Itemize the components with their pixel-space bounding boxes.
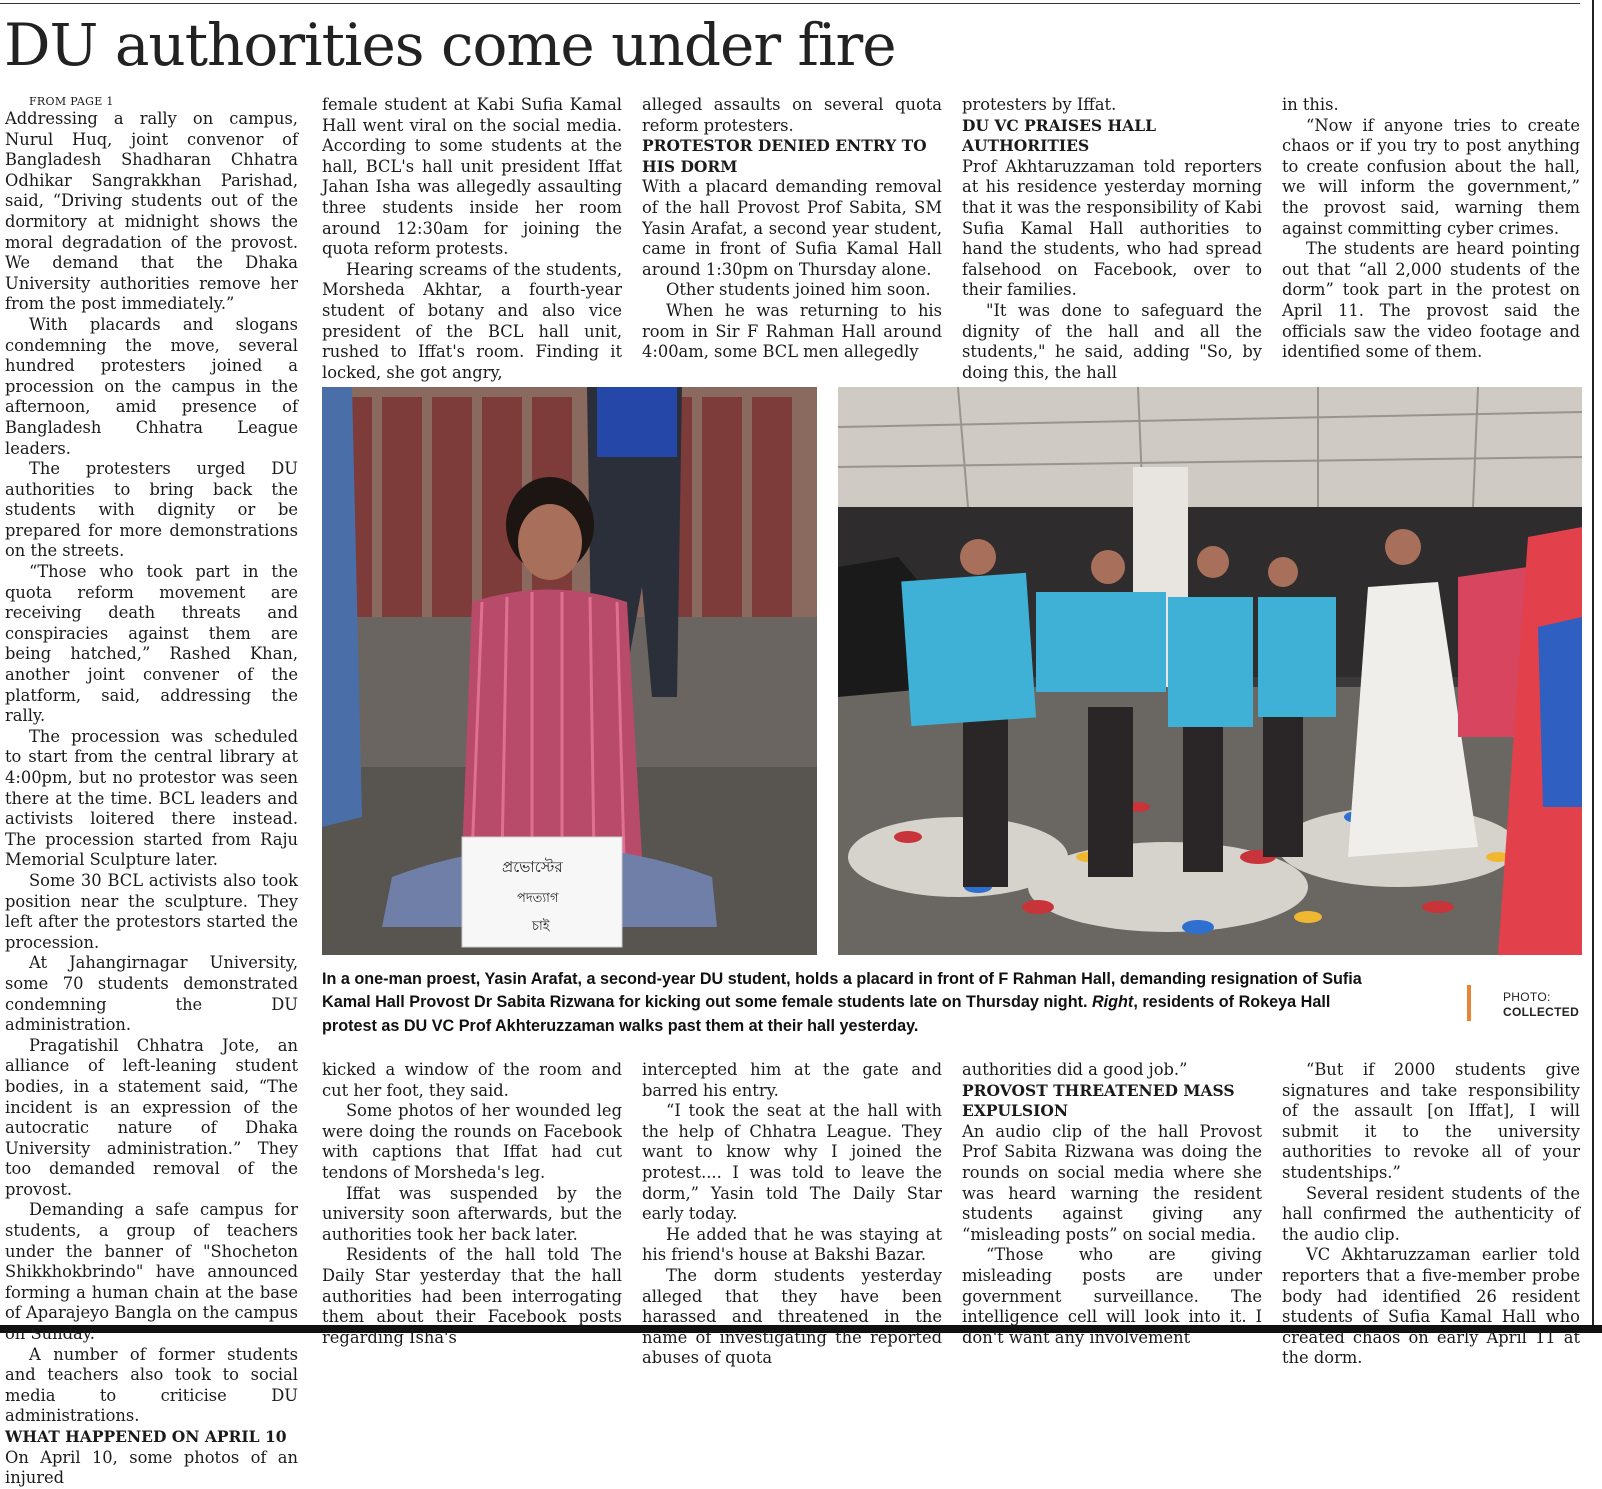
paragraph: A number of former students and teachers also took to social media to criticise DU administrations.: [5, 1344, 298, 1426]
column-4-top: [962, 95, 1262, 383]
from-page-label: FROM PAGE 1: [29, 95, 114, 108]
paragraph: Hearing screams of the students, Morsheda Akhtar, a fourth-year student of botany and also vice president of the BCL hall unit, rushed to Iffat's room. Finding it locked, she got angry,: [322, 259, 622, 382]
caption-text-right: , residents of Rokeya Hall protest as DU VC Prof Akhteruzzaman walks past them at their hall yesterday.: [322, 993, 1331, 1035]
paragraph: With a placard demanding removal of the hall Provost Prof Sabita, SM Yasin Arafat, a second year student, came in front of Sufia Kamal Hall around 1:30pm on Thursday alone.: [642, 177, 942, 279]
credit-label: PHOTO:: [1503, 990, 1551, 1004]
column-2-bottom: [322, 1060, 622, 1348]
paragraph: “But if 2000 students give signatures and take responsibility of the assault [on Iffat], I will submit it to the university authorities to revoke all of your studentships.”: [1282, 1060, 1580, 1182]
paragraph: in this.: [1282, 95, 1339, 114]
column-2-top: [322, 95, 622, 383]
paragraph: female student at Kabi Sufia Kamal Hall went viral on the social media. According to some students at the hall, BCL's hall unit president Iffat Jahan Isha was allegedly assaulting three students inside her room around 12:30am for joining the quota reform protests.: [322, 95, 622, 259]
page-edge-right: [1592, 0, 1594, 1333]
photo-credit: [1503, 990, 1579, 1020]
paragraph: Some 30 BCL activists also took position near the sculpture. They left after the protestors started the procession.: [5, 870, 298, 952]
subhead: PROTESTOR DENIED ENTRY TO HIS DORM: [642, 136, 927, 176]
paragraph: Iffat was suspended by the university soon afterwards, but the authorities took her back later.: [322, 1183, 622, 1244]
paragraph: At Jahangirnagar University, some 70 students demonstrated condemning the DU administration.: [5, 953, 298, 1035]
caption-text: In a one-man proest, Yasin Arafat, a second-year DU student, holds a placard in front of F Rahman Hall, demanding resignation of Sufia Kamal Hall Provost Dr Sabita Rizwana for kicking out some female students late on Thursday night.: [322, 970, 1362, 1012]
paragraph: Pragatishil Chhatra Jote, an alliance of left-leaning student bodies, in a statement said, “The incident is an expression of the autocratic nature of Dhaka University administration.” They too demanded removal of the provost.: [5, 1035, 298, 1199]
paragraph: The protesters urged DU authorities to bring back the students with dignity or be prepared for more demonstrations on the streets.: [5, 459, 298, 561]
paragraph: The procession was scheduled to start from the central library at 4:00pm, but no protestor was seen there at the time. BCL leaders and activists loitered there instead. The procession started from Raju Memorial Sculpture later.: [5, 726, 298, 870]
paragraph: He added that he was staying at his friend's house at Bakshi Bazar.: [642, 1224, 942, 1265]
column-3-top: [642, 95, 942, 363]
paragraph: The dorm students yesterday alleged that they have been harassed and threatened in the name of investigating the reported abuses of quota: [642, 1265, 942, 1368]
paragraph: Prof Akhtaruzzaman told reporters at his residence yesterday morning that it was the responsibility of Kabi Sufia Kamal Hall authorities to hand the students, who had spread falsehood on Facebook, over to their families.: [962, 156, 1262, 300]
subhead: WHAT HAPPENED ON APRIL 10: [5, 1427, 287, 1446]
photo-illustration: [322, 387, 817, 955]
paragraph: An audio clip of the hall Provost Prof Sabita Rizwana was doing the rounds on social media where she was heard warning the resident students against giving any “misleading posts” on social media.: [962, 1121, 1262, 1244]
subhead: DU VC PRAISES HALL AUTHORITIES: [962, 115, 1156, 156]
photo-caption: [322, 968, 1372, 1038]
credit-accent-bar: [1467, 985, 1471, 1021]
paragraph: When he was returning to his room in Sir F Rahman Hall around 4:00am, some BCL men allegedly: [642, 300, 942, 362]
paragraph: Several resident students of the hall confirmed the authenticity of the audio clip.: [1282, 1183, 1580, 1244]
paragraph: “Those who are giving misleading posts are under government surveillance. The intelligence cell will look into it. I don't want any involvement: [962, 1245, 1262, 1347]
paragraph: Addressing a rally on campus, Nurul Huq, joint convenor of Bangladesh Shadharan Chhatra Odhikar Sangrakkhan Parishad, said, “Driving students out of the dormitory at midnight shows the moral degradation of the provost. We demand that the Dhaka University authorities remove her from the post immediately.”: [5, 109, 298, 314]
paragraph: “Those who took part in the quota reform movement are receiving death threats and conspiracies against them are being hatched,” Rashed Khan, another joint convener of the platform, said, addressing the rally.: [5, 562, 298, 726]
paragraph: “I took the seat at the hall with the help of Chhatra League. They want to know why I joined the protest.... I was told to leave the dorm,” Yasin told The Daily Star early today.: [642, 1101, 942, 1224]
placard-text-2: পদত্যাগ: [517, 891, 559, 906]
placard-text-1: প্রভোস্টের: [502, 858, 563, 876]
column-5-bottom: [1282, 1060, 1580, 1369]
subhead: PROVOST THREATENED MASS EXPULSION: [962, 1080, 1235, 1121]
paragraph: With placards and slogans condemning the move, several hundred protesters joined a procession on the campus in the afternoon, amid presence of Bangladesh Chhatra League leaders.: [5, 314, 298, 458]
caption-right-label: Right: [1091, 993, 1134, 1012]
column-4-bottom: [962, 1060, 1262, 1348]
column-1: [5, 95, 298, 1489]
column-3-bottom: [642, 1060, 942, 1369]
paragraph: alleged assaults on several quota reform protesters.: [642, 95, 942, 135]
paragraph: Demanding a safe campus for students, a group of teachers under the banner of "Shocheton Shikkhokbrindo" have announced forming a human chain at the base of Aparajeyo Bangla on the campus on Sunday.: [5, 1200, 298, 1344]
paragraph: VC Akhtaruzzaman earlier told reporters that a five-member probe body had identified 26 resident students of Sufia Kamal Hall who created chaos on early April 11 at the dorm.: [1282, 1245, 1580, 1368]
paragraph: Residents of the hall told The Daily Star yesterday that the hall authorities had been interrogating them about their Facebook posts regarding Isha's: [322, 1245, 622, 1347]
paragraph: The students are heard pointing out that “all 2,000 students of the dorm” took part in the protest on April 11. The provost said the officials saw the video footage and identified some of them.: [1282, 239, 1580, 362]
placard-text-3: চাই: [532, 919, 550, 934]
paragraph: authorities did a good job.”: [962, 1060, 1188, 1079]
paragraph: On April 10, some photos of an injured: [5, 1447, 298, 1488]
photo-rokeya-hall-protest: [838, 387, 1582, 955]
paragraph: Some photos of her wounded leg were doing the rounds on Facebook with captions that Iffat had cut tendons of Morsheda's leg.: [322, 1101, 622, 1182]
photo-one-man-protest: [322, 387, 817, 955]
paragraph: Other students joined him soon.: [666, 280, 931, 300]
paragraph: kicked a window of the room and cut her foot, they said.: [322, 1060, 622, 1100]
credit-source: COLLECTED: [1503, 1005, 1580, 1019]
paragraph: protesters by Iffat.: [962, 95, 1117, 114]
paragraph: "It was done to safeguard the dignity of the hall and all the students," he said, adding "So, by doing this, the hall: [962, 300, 1262, 382]
paragraph: intercepted him at the gate and barred his entry.: [642, 1060, 942, 1100]
paragraph: “Now if anyone tries to create chaos or if you try to post anything to create confusion about the hall, we will inform the government,” the provost said, warning them against committing cyber crimes.: [1282, 115, 1580, 238]
photo-illustration: [838, 387, 1582, 955]
column-5-top: [1282, 95, 1580, 363]
top-rule: [0, 3, 1580, 4]
headline: DU authorities come under fire: [4, 11, 896, 79]
